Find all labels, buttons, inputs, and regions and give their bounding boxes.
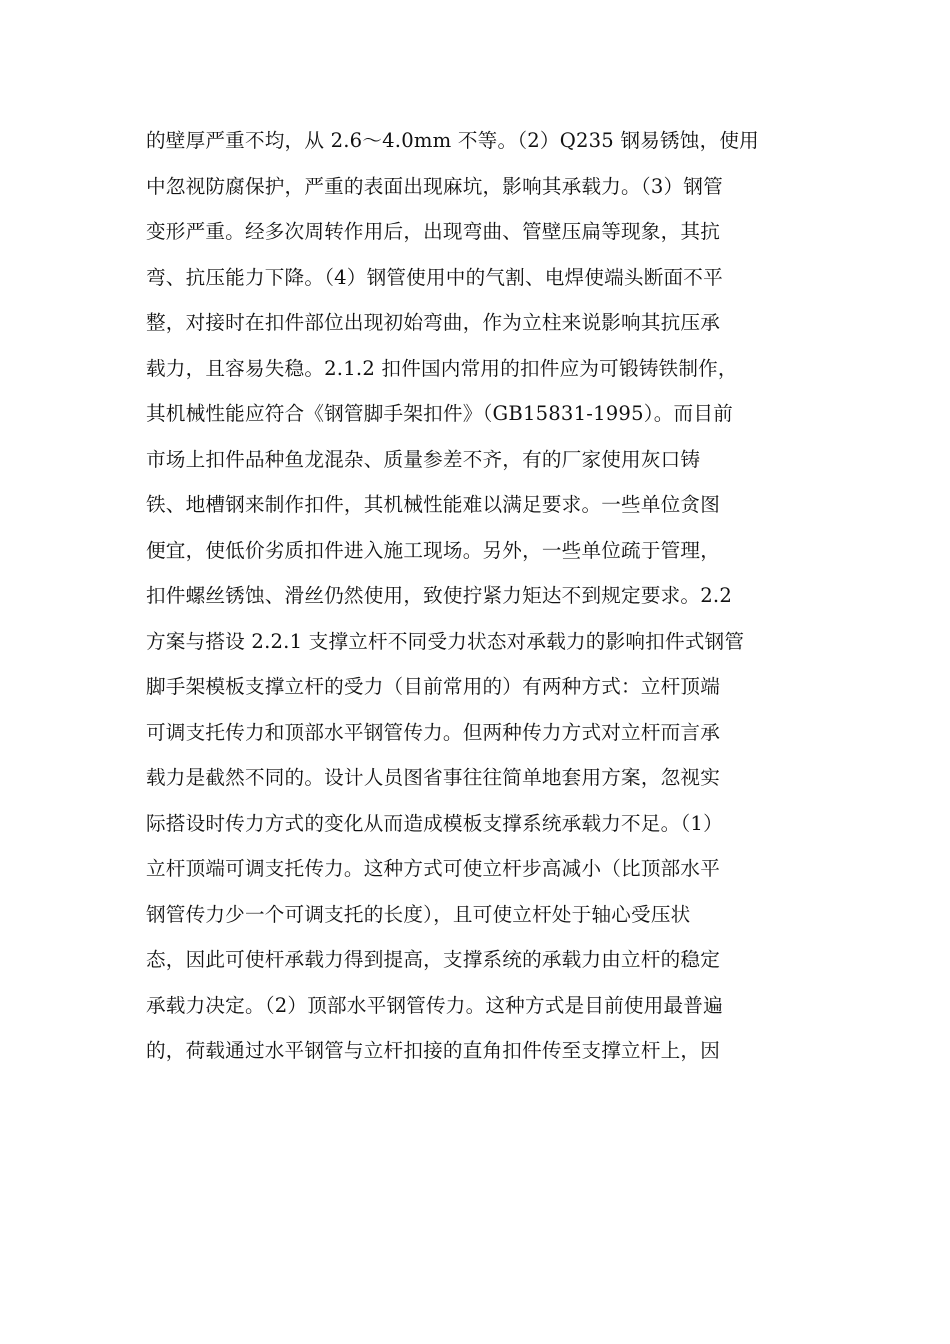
text-line: 脚手架模板支撑立杆的受力（目前常用的）有两种方式：立杆顶端 — [146, 675, 721, 698]
text-line: 钢管传力少一个可调支托的长度），且可使立杆处于轴心受压状 — [146, 902, 691, 926]
text-line: 立杆顶端可调支托传力。这种方式可使立杆步高减小（比顶部水平 — [146, 857, 721, 880]
text-line: 载力是截然不同的。设计人员图省事往往简单地套用方案，忽视实 — [146, 766, 721, 789]
text-line: 中忽视防腐保护，严重的表面出现麻坑，影响其承载力。（3）钢管 — [146, 174, 723, 198]
text-line: 变形严重。经多次周转作用后，出现弯曲、管壁压扁等现象，其抗 — [146, 220, 721, 243]
text-line: 的，荷载通过水平钢管与立杆扣接的直角扣件传至支撑立杆上，因 — [146, 1039, 721, 1062]
text-line: 弯、抗压能力下降。（4）钢管使用中的气割、电焊使端头断面不平 — [146, 265, 723, 289]
text-line: 际搭设时传力方式的变化从而造成模板支撑系统承载力不足。（1） — [146, 811, 723, 835]
text-line: 市场上扣件品种鱼龙混杂、质量参差不齐，有的厂家使用灰口铸 — [146, 447, 701, 471]
text-line: 其机械性能应符合《钢管脚手架扣件》（GB15831-1995）。而目前 — [146, 402, 733, 425]
text-line: 扣件螺丝锈蚀、滑丝仍然使用，致使拧紧力矩达不到规定要求。2.2 — [146, 584, 732, 607]
text-line: 态，因此可使杆承载力得到提高，支撑系统的承载力由立杆的稳定 — [146, 948, 721, 971]
body-text — [146, 118, 816, 1074]
text-line: 的壁厚严重不均，从 2.6～4.0mm 不等。（2）Q235 钢易锈蚀，使用 — [146, 129, 759, 152]
text-line: 载力，且容易失稳。2.1.2 扣件国内常用的扣件应为可锻铸铁制作， — [146, 356, 738, 380]
text-line: 可调支托传力和顶部水平钢管传力。但两种传力方式对立杆而言承 — [146, 720, 721, 744]
text-line: 铁、地槽钢来制作扣件，其机械性能难以满足要求。一些单位贪图 — [146, 493, 721, 516]
text-line: 整，对接时在扣件部位出现初始弯曲，作为立柱来说影响其抗压承 — [146, 311, 721, 334]
text-line: 方案与搭设 2.2.1 支撑立杆不同受力状态对承载力的影响扣件式钢管 — [146, 629, 745, 653]
text-line: 便宜，使低价劣质扣件进入施工现场。另外，一些单位疏于管理， — [146, 538, 721, 562]
text-line: 承载力决定。（2）顶部水平钢管传力。这种方式是目前使用最普遍 — [146, 993, 723, 1017]
